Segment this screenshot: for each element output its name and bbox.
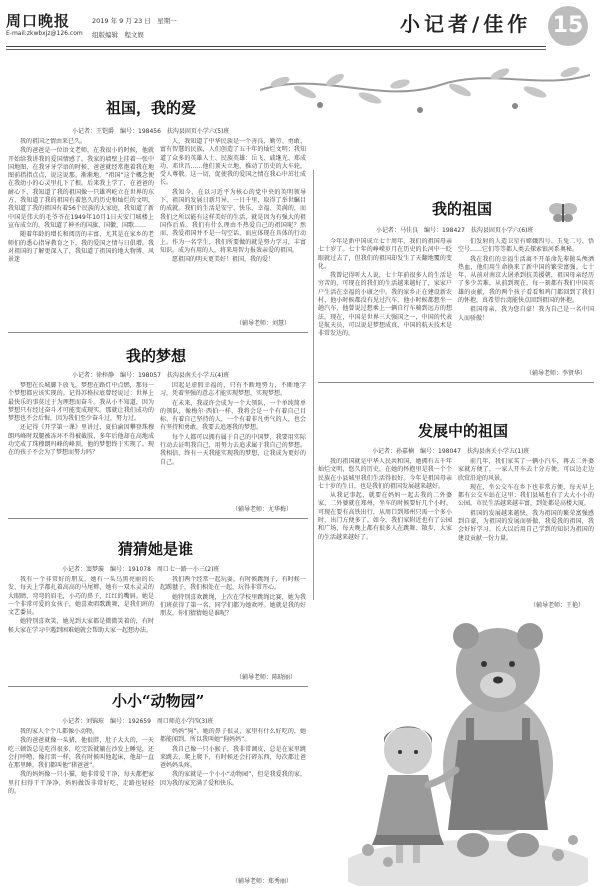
article-5-teacher: （辅导老师：李贤华） <box>526 370 587 377</box>
paragraph: 现在，坐公交车在乡下也非常方便，每天早上都有公交车站在这里；我们县城也有了大大小小的公园，市民生活越来越丰富，到处都是高楼大厦。 <box>458 483 594 508</box>
article-3-column-1 <box>8 576 154 680</box>
article-4-column-1 <box>8 728 154 886</box>
column-divider <box>313 170 314 600</box>
article-2-teacher: （辅导老师：尤华梅） <box>232 506 293 513</box>
paragraph: 我的祖国之情由来已久。 <box>20 138 87 145</box>
paragraph: 前几年，我们家买了一辆小汽车，再去二外婆家就方便了，一家人开车去十分方便，可以边走边欣赏沿途的风景。 <box>458 458 594 482</box>
article-byline-1: 小记者：王铠爵 编号：198456 扶沟县固页小学六(5)班 <box>72 128 230 135</box>
section-title: 小记者/佳作 <box>400 12 532 36</box>
paragraph: 我曾记得听大人说，七十年前很多人的生活是穷苦的，可现在的我们的生活越来越好了，家家户户生活在幸福的小康之中。我的家乡正在建设新农村，他小时候都没有见过汽车，他小时候都想坐一趟汽车，他曾说过想乘上一辆自行车骑到远方的想法。现在，中国是世界三大强国之一，中国的代表是航天员，可以说是梦想成真，中国的航天技术是非常发达的。 <box>318 272 452 338</box>
article-1-column-2 <box>160 138 306 314</box>
article-3-teacher: （辅导老师：陈晓丽） <box>236 674 297 681</box>
article-byline-3: 小记者：窦梦璇 编号：191078 周口七一路一小三(2)班 <box>62 566 220 573</box>
article-1-teacher: （辅导老师：刘慧） <box>236 320 291 327</box>
article-byline-5: 小记者：马佳良 编号：198427 扶沟县固页小学六(6)班 <box>376 227 534 234</box>
article-divider <box>8 518 308 519</box>
paragraph: 我的爸爸就像一头猪，他很胖，肚子大大的，一天吃三顿饭总是吃得很多，吃完饭就躺在沙发上睡觉，还会打呼噜，像打雷一样，我有时候叫他起床，他却一直在那里睡，我们都叫他“猪爸爸”。 <box>8 737 154 770</box>
article-title-2: 我的梦想 <box>126 347 187 365</box>
paragraph: 随着年龄的增长和阅历的丰富，尤其是在家乡的老师们的悉心指导教育之下，我的爱国之情与日俱增。我对祖国的了解更深入了，我知道了祖国的地大物博、风景迷 <box>8 231 154 264</box>
article-4-teacher: （辅导老师：郑秀丽） <box>232 878 293 885</box>
article-6-column-2 <box>458 458 594 598</box>
paragraph: 每个人都可以拥有属于自己的中国梦，我要用实际行动去证明我自己，用努力去追求属于我自己的梦想。我相信，终有一天我能实现我的梦想，让我成为更好的自己。 <box>160 433 306 466</box>
article-1-column-1 <box>8 138 154 328</box>
paragraph: 我的家就是一个小小“动物园”，但是我爱我的家，因为我的家充满了爱和快乐。 <box>160 771 306 787</box>
paragraph: 祖国母亲，我为您自豪！我为自己是一名中国人而骄傲！ <box>458 306 594 322</box>
article-2-column-1 <box>8 382 154 514</box>
article-2-column-2 <box>160 382 306 500</box>
butterfly-icon <box>548 200 578 224</box>
article-divider <box>8 332 308 333</box>
article-byline-2: 小记者：徐梓静 编号：198057 扶沟县南关小学五(4)班 <box>72 372 230 379</box>
paragraph: 们发射的人造卫星有嫦娥四号、玉兔二号、悟空号……它们等等都人类去探索银河系奥秘。 <box>458 238 594 254</box>
article-title-5: 我的祖国 <box>432 200 493 218</box>
article-byline-4: 小记者：刘锦瑄 编号：192659 周口师范小学四(3)班 <box>62 718 214 725</box>
paragraph: 人，我知道了中华民族是一个善良、勤劳、勇敢、富有智慧的民族，人们创造了五千年的灿烂文明；我知道了众多的英雄人士、民族英雄：岳飞、戚继光、郑成功、邓世昌……他们顶天立地，推动了历史的大车轮，受人尊敬。这一切，促使我的爱国之情在我心中茁壮成长。 <box>160 138 306 187</box>
paragraph: 今年是新中国成立七十周年，我们的祖国母亲七十岁了。七十年的峥嵘岁月在历史的长河中一眨眼就过去了，但我们的祖国却发生了天翻地覆的变化。 <box>318 238 452 270</box>
paragraph: 她特别喜欢笑，她见到大家都是微微笑着的，有时候大家在学习中遇到困难她就会帮助大家一起想办法。 <box>8 618 154 634</box>
paragraph: 还记得《开学第一课》里讲过，夏伯渝因攀登珠穆朗玛峰时双腿被冻坏不得被截肢，多年后他却在高地成功完成了珠穆朗玛峰的峰顶，他的梦想终于实现了。现在的孩子不会为了梦想而努力吗？ <box>8 424 154 457</box>
article-6-column-1 <box>318 458 452 598</box>
article-title-1: 祖国，我的爱 <box>106 99 197 117</box>
paragraph: 在未来，我或许会成为一个大领队，一个单纯简单的领队，像梅尔·西伯一样，我将会是一个有着自己目标、有着自己坚持的人，一个有着非凡勇气的人，也会有坚持和勇敢。我要去追逐我的梦想。 <box>160 399 306 432</box>
masthead-rule <box>6 46 546 47</box>
paragraph: 我在我们的幸福生活离不开革命先辈抛头颅洒热血，他们用生命换来了新中国的繁荣富强。七十年，从前对南京大屠杀到抗美援朝，祖国母亲经历了多少苦难，从前到现在，每一刻都有我们中国英雄的贡献，我的两个孩子看看和鸡门都回到了我们的怀抱，真希望台湾能快点回到祖国的怀抱。 <box>458 255 594 305</box>
article-title-6: 发展中的祖国 <box>418 422 509 440</box>
article-3-column-2 <box>160 576 306 668</box>
paragraph: 祖国的发展越来越快，我为祖国的繁荣富强感到自豪，为祖国的发展而骄傲，我爱我的祖国，我会好好学习，长大以后用自己学到的知识为祖国的建设贡献一份力量。 <box>458 509 594 542</box>
paragraph: 我的家人个个儿都像小动物。 <box>20 728 99 735</box>
article-divider <box>8 686 308 687</box>
bear-and-girl-illustration <box>348 600 588 886</box>
layout-editor: 组版编辑 程文娱 <box>92 31 144 39</box>
paper-email: E-mail:zkwbxjz@126.com <box>6 30 83 37</box>
article-title-3: 猜猜她是谁 <box>118 540 194 558</box>
paragraph: 妈妈“狗”。她的鼻子很灵，家里有什么好吃的，她都能闻到，所以我叫她“狗妈妈”。 <box>160 728 306 744</box>
paragraph: 因起是虚假幸福的，只有不断地努力，不断地学习，凭着坚强的意志才能实现梦想，实现梦想。 <box>160 382 306 398</box>
paragraph: 我的祖国就是中华人民共和国，她拥有五千年灿烂文明，悠久的历史，在她的怀抱里是我一个个民族在小县城里我们生活得很好。今年是祖国母亲七十岁的生日，也是我们的祖国发展越来越好。 <box>318 458 452 490</box>
article-6-teacher: （辅导老师：王艳） <box>530 602 585 609</box>
paragraph: 从我记事起，就要在妈妈一起去我的二外婆家，二外婆就在郑州，坐车的时候要好几个小时，可现在要有高铁出行，从周口到郑州只需一个多小时，出门方便多了。如今，我们家附近也有了公园和广场，每天晚上都有很多人在跳舞、散步，大家的生活越来越好了。 <box>318 492 452 541</box>
branch-illustration <box>260 60 590 140</box>
article-5-column-1 <box>318 238 452 378</box>
article-divider <box>318 382 594 383</box>
paragraph: 我知今，在以习近平为核心的党中央的英明领导下，祖国的发展日新月异，一日千里，取得了举世瞩目的成就。我们的生活是安宁、快乐、幸福、美满的，而我们之所以能有这样美好的生活，就是因为有强大的祖国作后盾。我们有什么理由不热爱自己的祖国呢？然而，我爱祖国并不是一句空话，而应体现在具体的行动上。作为一名学生，我们所要做的就是努力学习，丰富知识，成为有用的人，将来用智力报效亲爱的祖国。 <box>160 188 306 254</box>
paragraph: 我的妈妈像一只小猫，她非常爱干净，每天都把家里打扫得干干净净，妈妈做饭非常好吃，走路也轻轻的。 <box>8 771 154 796</box>
article-4-column-2 <box>160 728 306 870</box>
page-number-badge: 15 <box>548 6 588 46</box>
issue-date: 2019 年 9 月 23 日 星期一 <box>92 17 177 25</box>
paper-logo: 周口晚报 <box>6 12 71 30</box>
paragraph: 我自己像一只小猴子，我非常调皮，总是在家里跳来跳去，爬上爬下，有时候还会打碎东西，每次都让爸爸妈妈头疼。 <box>160 745 306 770</box>
paragraph: 我们两个经常一起玩耍，有时候跳绳子，有时候一起踢毽子，我们相处在一起，玩得非常开心。 <box>160 576 306 592</box>
masthead <box>0 0 600 58</box>
paragraph: 我有一个非常好的朋友，她有一头乌黑亮丽的长发，每天上学都扎着高高的马尾辫，她有一双水灵灵的大眼睛，弯弯的眉毛，小巧的鼻子，红红的嘴唇。她是一个非常可爱的女孩子，她喜欢唱歌跳舞，是我们班的文艺委员。 <box>8 576 154 617</box>
paragraph: 我的爸爸是一位语文老师，在我很小的时候，他就开始给我讲我的爱国情感了。我家的墙壁上挂着一张中国地图，在我牙牙学语的时候，爸爸就经常抱着我在地图前指指点点，说这说那。渐渐地，“祖国”这个概念便在我幼小的心灵里扎下了根。后来我上学了，在爸爸的耐心下，我知道了我的祖国像一只雄鸡屹立在世界的东方，我知道了我的祖国有着悠久的历史和灿烂的文明，我知道了我的祖国有着56个民族的大家庭，我知道了新中国是伟大的毛爷爷在1949年10月1日天安门城楼上宣布成立的，我知道了神圣的国旗、国徽、国歌…… <box>8 147 154 229</box>
paragraph: 愿祖国的明天更美好！祖国，我的爱！ <box>172 256 275 264</box>
paragraph: 她特别喜欢跳绳，上次在学校里跳绳比赛，她为我们班获得了第一名，同学们都为她欢呼。她就是我的好朋友，你们猜猜她是谁呢？ <box>160 593 306 618</box>
article-5-column-2 <box>458 238 594 362</box>
paragraph: 梦想在长城脚下放飞，梦想在路灯中点燃，那每一个梦想都应该实现的。记得苏格拉底曾经说过：世界上最快乐的事莫过于为理想而奋斗。我从小不知道，因为梦想只有经过奋斗才可能变成现实。那就让我们成功的梦想也不会后悔，因为我们至少奋斗过，努力过。 <box>8 382 154 423</box>
masthead-rule-thin <box>6 49 546 50</box>
article-title-4: 小小“动物园” <box>112 692 205 710</box>
article-byline-6: 小记者：孙嘉楠 编号：198047 扶沟县南关小学五(1)班 <box>372 448 530 455</box>
